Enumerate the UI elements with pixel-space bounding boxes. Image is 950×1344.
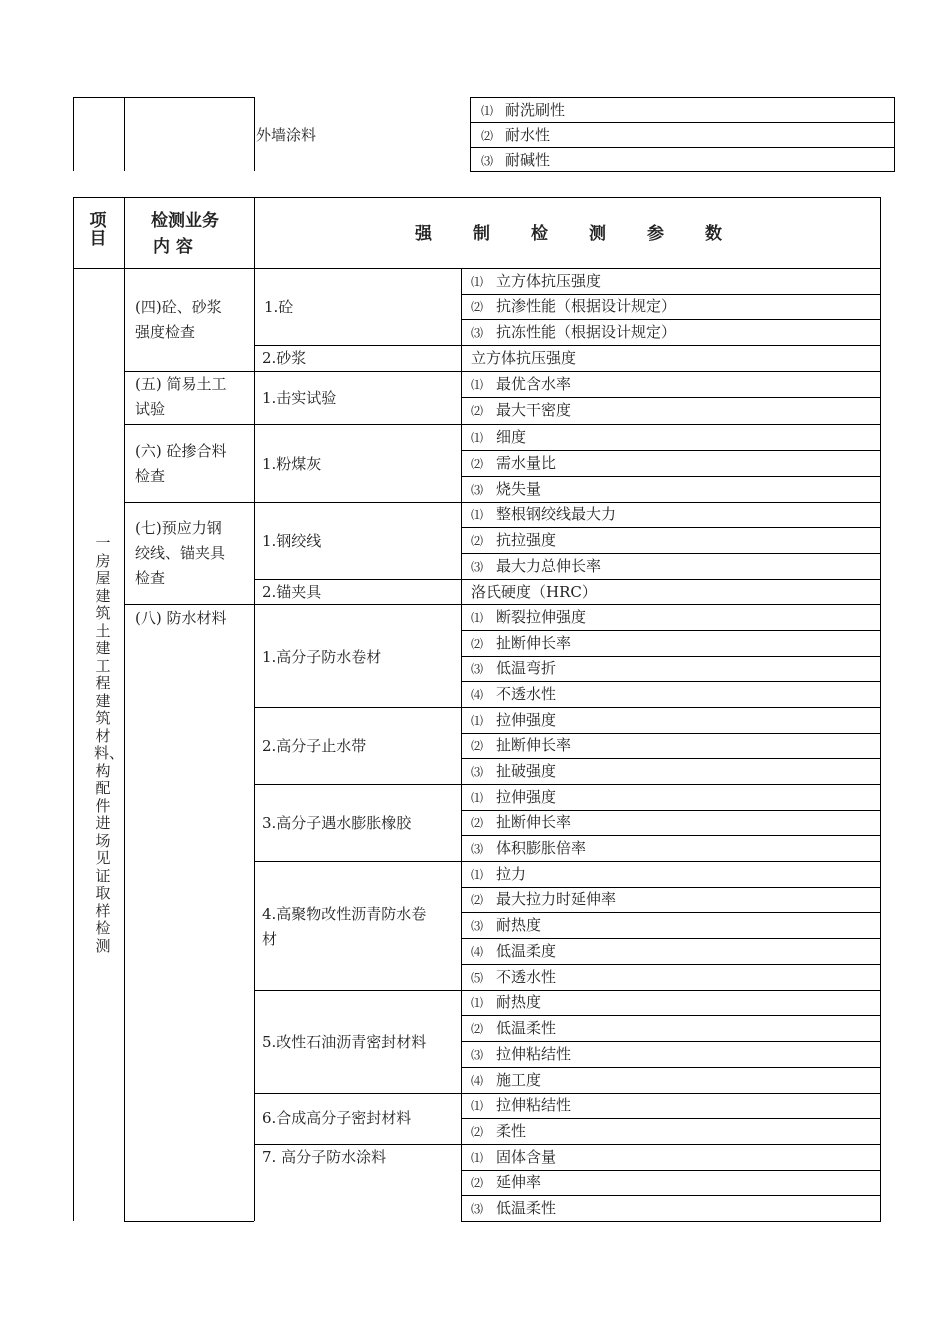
- group-label: 检查: [135, 569, 166, 587]
- project-label: 一房屋建筑土建工程建筑材料、构配件进场见证取样检测: [94, 534, 125, 955]
- group-label: 绞线、锚夹具: [135, 544, 226, 562]
- group-label: (七)预应力钢: [135, 519, 222, 537]
- header-content-line2: 内 容: [153, 237, 193, 257]
- param-num: ⑶: [481, 154, 494, 168]
- item-label: 1.钢绞线: [262, 532, 322, 550]
- item-label: 7. 高分子防水涂料: [262, 1148, 387, 1166]
- item-label: 材: [262, 930, 278, 948]
- param-text: 耐碱性: [505, 151, 551, 169]
- item-label: 5.改性石油沥青密封材料: [262, 1033, 427, 1051]
- header-content-line1: 检测业务: [151, 211, 219, 231]
- item-label: 1.粉煤灰: [262, 455, 322, 473]
- item-label: 6.合成高分子密封材料: [262, 1109, 412, 1127]
- item-label: 4.高聚物改性沥青防水卷: [262, 905, 427, 923]
- item-label: 1.砼: [264, 298, 294, 316]
- group-label: 试验: [135, 400, 166, 418]
- item-label: 2.砂浆: [262, 349, 307, 367]
- param-num: ⑴: [481, 104, 494, 118]
- item-label: 1.击实试验: [262, 389, 337, 407]
- item-label: 2.锚夹具: [262, 583, 322, 601]
- group-label: 强度检查: [135, 323, 196, 341]
- header-project: 项目: [89, 211, 107, 249]
- item-label: 1.高分子防水卷材: [262, 648, 382, 666]
- item-label: 3.高分子遇水膨胀橡胶: [262, 814, 412, 832]
- param-num: ⑵: [481, 129, 494, 143]
- group-label: (六) 砼掺合料: [135, 442, 227, 460]
- group-label: (四)砼、砂浆: [135, 298, 222, 316]
- param-text: 耐洗刷性: [505, 101, 566, 119]
- group-label: (八) 防水材料: [135, 609, 227, 627]
- param-text: 耐水性: [505, 126, 551, 144]
- group-label: (五) 简易土工: [135, 375, 227, 393]
- top-category-label: 外墙涂料: [256, 126, 317, 144]
- group-label: 检查: [135, 467, 166, 485]
- item-label: 2.高分子止水带: [262, 737, 367, 755]
